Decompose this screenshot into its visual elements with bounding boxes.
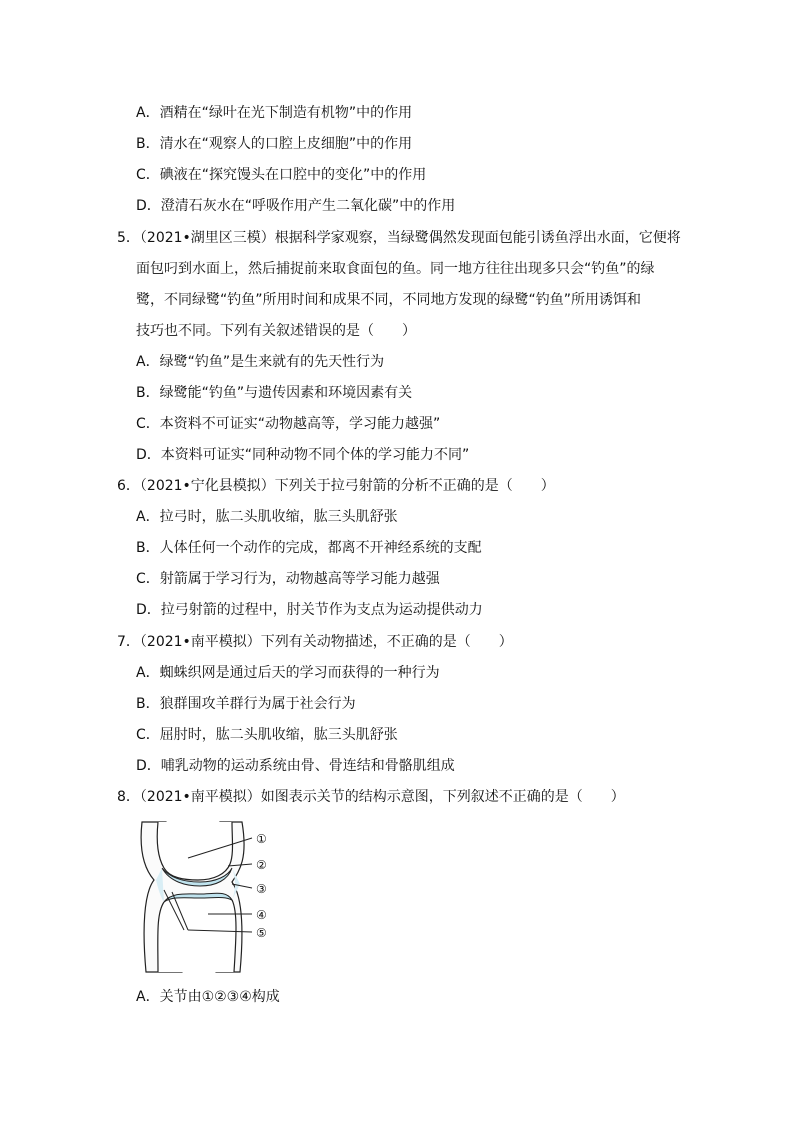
q6-option-b: B．人体任何一个动作的完成，都离不开神经系统的支配: [136, 540, 482, 556]
q4-option-a: A．酒精在“绿叶在光下制造有机物”中的作用: [136, 105, 413, 121]
q7-option-a: A．蜘蛛织网是通过后天的学习而获得的一种行为: [136, 665, 440, 681]
q4-option-b: B．清水在“观察人的口腔上皮细胞”中的作用: [136, 136, 413, 152]
q7-option-d: D．哺乳动物的运动系统由骨、骨连结和骨骼肌组成: [136, 758, 455, 774]
q5-stem-line-2: 面包叼到水面上，然后捕捉前来取食面包的鱼。同一地方往往出现多只会“钓鱼”的绿: [136, 261, 655, 277]
q6-option-a: A．拉弓时，肱二头肌收缩，肱三头肌舒张: [136, 509, 398, 525]
q8-stem: 8．（2021•南平模拟）如图表示关节的结构示意图，下列叙述不正确的是（ ）: [117, 789, 625, 805]
q5-stem-line-3: 鹭，不同绿鹭“钓鱼”所用时间和成果不同，不同地方发现的绿鹭“钓鱼”所用诱饵和: [136, 292, 642, 308]
q5-option-b: B．绿鹭能“钓鱼”与遗传因素和环境因素有关: [136, 385, 413, 401]
q7-stem: 7．（2021•南平模拟）下列有关动物描述，不正确的是（ ）: [117, 634, 513, 650]
q7-option-b: B．狼群围攻羊群行为属于社会行为: [136, 696, 356, 712]
diagram-label-2: ②: [256, 858, 267, 872]
q8-option-a: A．关节由①②③④构成: [136, 989, 280, 1005]
q5-option-d: D．本资料可证实“同种动物不同个体的学习能力不同”: [136, 447, 470, 463]
joint-head-bone: [157, 822, 232, 880]
joint-structure-diagram: [128, 818, 278, 976]
q5-option-a: A．绿鹭“钓鱼”是生来就有的先天性行为: [136, 354, 385, 370]
q7-option-c: C．屈肘时，肱二头肌收缩，肱三头肌舒张: [136, 727, 398, 743]
joint-socket-bone: [158, 895, 236, 972]
q5-option-c: C．本资料不可证实“动物越高等，学习能力越强”: [136, 416, 441, 432]
q5-stem-line-4: 技巧也不同。下列有关叙述错误的是（ ）: [136, 323, 416, 339]
q5-stem-line-1: 5．（2021•湖里区三模）根据科学家观察，当绿鹭偶然发现面包能引诱鱼浮出水面，它便将: [117, 230, 681, 246]
q6-option-d: D．拉弓射箭的过程中，肘关节作为支点为运动提供动力: [136, 602, 483, 618]
q4-option-d: D．澄清石灰水在“呼吸作用产生二氧化碳”中的作用: [136, 198, 456, 214]
q6-stem: 6．（2021•宁化县模拟）下列关于拉弓射箭的分析不正确的是（ ）: [117, 478, 555, 494]
q4-option-c: C．碘液在“探究馒头在口腔中的变化”中的作用: [136, 167, 427, 183]
diagram-label-1: ①: [256, 832, 267, 846]
diagram-label-4: ④: [256, 908, 267, 922]
diagram-label-5: ⑤: [256, 926, 267, 940]
q6-option-c: C．射箭属于学习行为，动物越高等学习能力越强: [136, 571, 440, 587]
diagram-label-3: ③: [256, 882, 267, 896]
